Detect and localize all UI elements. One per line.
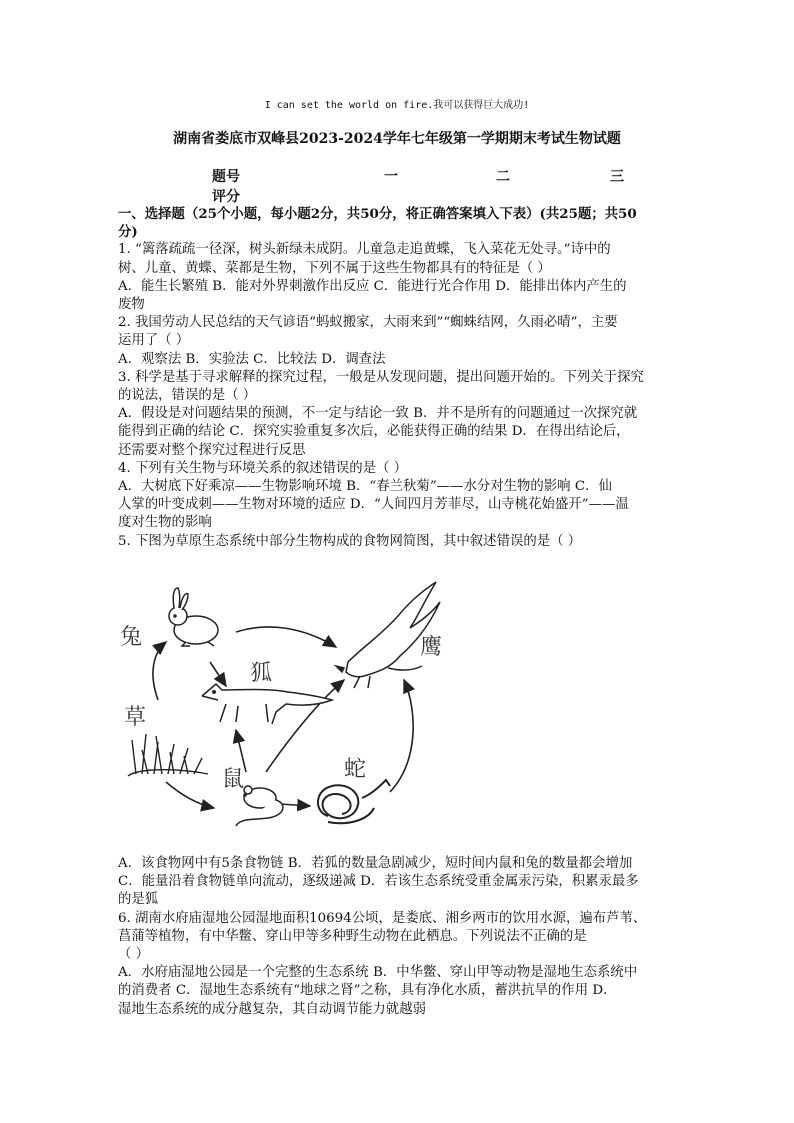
snake-icon [318,780,390,823]
arrow-grass-mouse [166,782,214,808]
label-eagle: 鹰 [420,635,443,660]
header-motto: I can set the world on fire.我可以获得巨大成功! [264,100,530,111]
q1-line-2: 树、儿童、黄蝶、菜都是生物，下列不属于这些生物都具有的特征是（ ） [118,260,551,276]
q2-line-1: 2. 我国劳动人民总结的天气谚语“蚂蚁搬家，大雨来到”“蜘蛛结网，久雨必晴”，主要 [118,315,618,331]
mouse-icon [236,786,283,826]
q5-option-line-1: A．该食物网中有5条食物链 B．若狐的数量急剧减少，短时间内鼠和兔的数量都会增加 [118,856,633,871]
q1-line-3: A．能生长繁殖 B．能对外界刺激作出反应 C．能进行光合作用 D．能排出体内产生的 [118,278,627,294]
food-web-figure [118,572,458,842]
q4-line-1: 4. 下列有关生物与环境关系的叙述错误的是（ ） [118,460,408,476]
score-table-row-label-number: 题号 [212,169,240,185]
score-table-col-1: 一 [384,169,398,185]
exam-body-bottom [118,855,678,1019]
page-title: 湖南省娄底市双峰县2023-2024学年七年级第一学期期末考试生物试题 [173,131,621,147]
q2-line-3: A．观察法 B．实验法 C．比较法 D．调查法 [118,351,386,367]
q4-line-4: 度对生物的影响 [118,515,212,531]
arrow-rabbit-eagle [236,627,336,647]
arrow-rabbit-fox [210,662,226,686]
q5-option-line-2: C．能量沿着食物链单向流动，逐级递减 D．若该生态系统受重金属汞污染，积累汞最多 [118,874,639,890]
score-table-row-label-score: 评分 [212,189,240,205]
label-mouse: 鼠 [222,767,245,792]
q3-line-1: 3. 科学是基于寻求解释的探究过程，一般是从发现问题，提出问题开始的。下列关于探究 [118,369,644,385]
grass-icon [128,734,208,776]
q3-line-4: 能得到正确的结论 C．探究实验重复多次后，必能获得正确的结果 D．在得出结论后， [118,424,630,440]
q6-line-2: 菖蒲等植物，有中华鳖、穿山甲等多种野生动物在此栖息。下列说法不正确的是 [118,928,587,944]
score-table-col-3: 三 [610,169,624,185]
exam-body-top [118,205,678,551]
q1-line-4: 废物 [118,297,145,313]
label-rabbit: 兔 [120,625,143,650]
q6-line-4: A．水府庙湿地公园是一个完整的生态系统 B．中华鳖、穿山甲等动物是湿地生态系统中 [118,965,638,981]
q3-line-5: 还需要对整个探究过程进行反思 [118,442,306,458]
label-snake: 蛇 [344,757,367,782]
q5-stem: 5. 下图为草原生态系统中部分生物构成的食物网简图，其中叙述错误的是（ ） [118,533,582,549]
arrow-mouse-fox [236,730,246,772]
q3-line-2: 的说法，错误的是（ ） [118,388,257,404]
q2-line-2: 运用了（ ） [118,333,190,349]
label-grass: 草 [124,705,147,730]
q4-line-3: 人掌的叶变成刺——生物对环境的适应 D．“人间四月芳菲尽，山寺桃花始盛开”——温 [118,497,629,513]
q6-line-6: 湿地生态系统的成分越复杂，其自动调节能力就越弱 [118,1001,426,1017]
q3-line-3: A．假设是对问题结果的预测，不一定与结论一致 B．并不是所有的问题通过一次探究就 [118,406,638,422]
score-table-col-2: 二 [496,169,510,185]
fox-icon [202,684,332,724]
q4-line-2: A．大树底下好乘凉——生物影响环境 B．“春兰秋菊”——水分对生物的影响 C．仙 [118,479,612,495]
label-fox: 狐 [250,661,273,686]
arrow-mouse-snake [280,804,310,806]
arrow-snake-eagle [390,680,413,792]
section-heading-cont: 分) [118,224,138,241]
q1-line-1: 1. “篱落疏疏一径深，树头新绿未成阴。儿童急走追黄蝶，飞入菜花无处寻。”诗中的 [118,242,611,258]
arrow-grass-rabbit [153,642,166,700]
q6-line-5: 的消费者 C．湿地生态系统有“地球之肾”之称，具有净化水质，蓄洪抗旱的作用 D． [118,983,617,999]
q6-line-3: （ ） [118,947,150,963]
rabbit-icon [169,588,218,646]
q6-line-1: 6. 湖南水府庙湿地公园湿地面积10694公顷，是娄底、湘乡两市的饮用水源，遍布芦苇、 [118,910,647,926]
section-heading: 一、选择题（25个小题，每小题2分，共50分，将正确答案填入下表）(共25题；共50 [118,206,637,222]
q5-option-line-3: 的是狐 [118,892,159,908]
